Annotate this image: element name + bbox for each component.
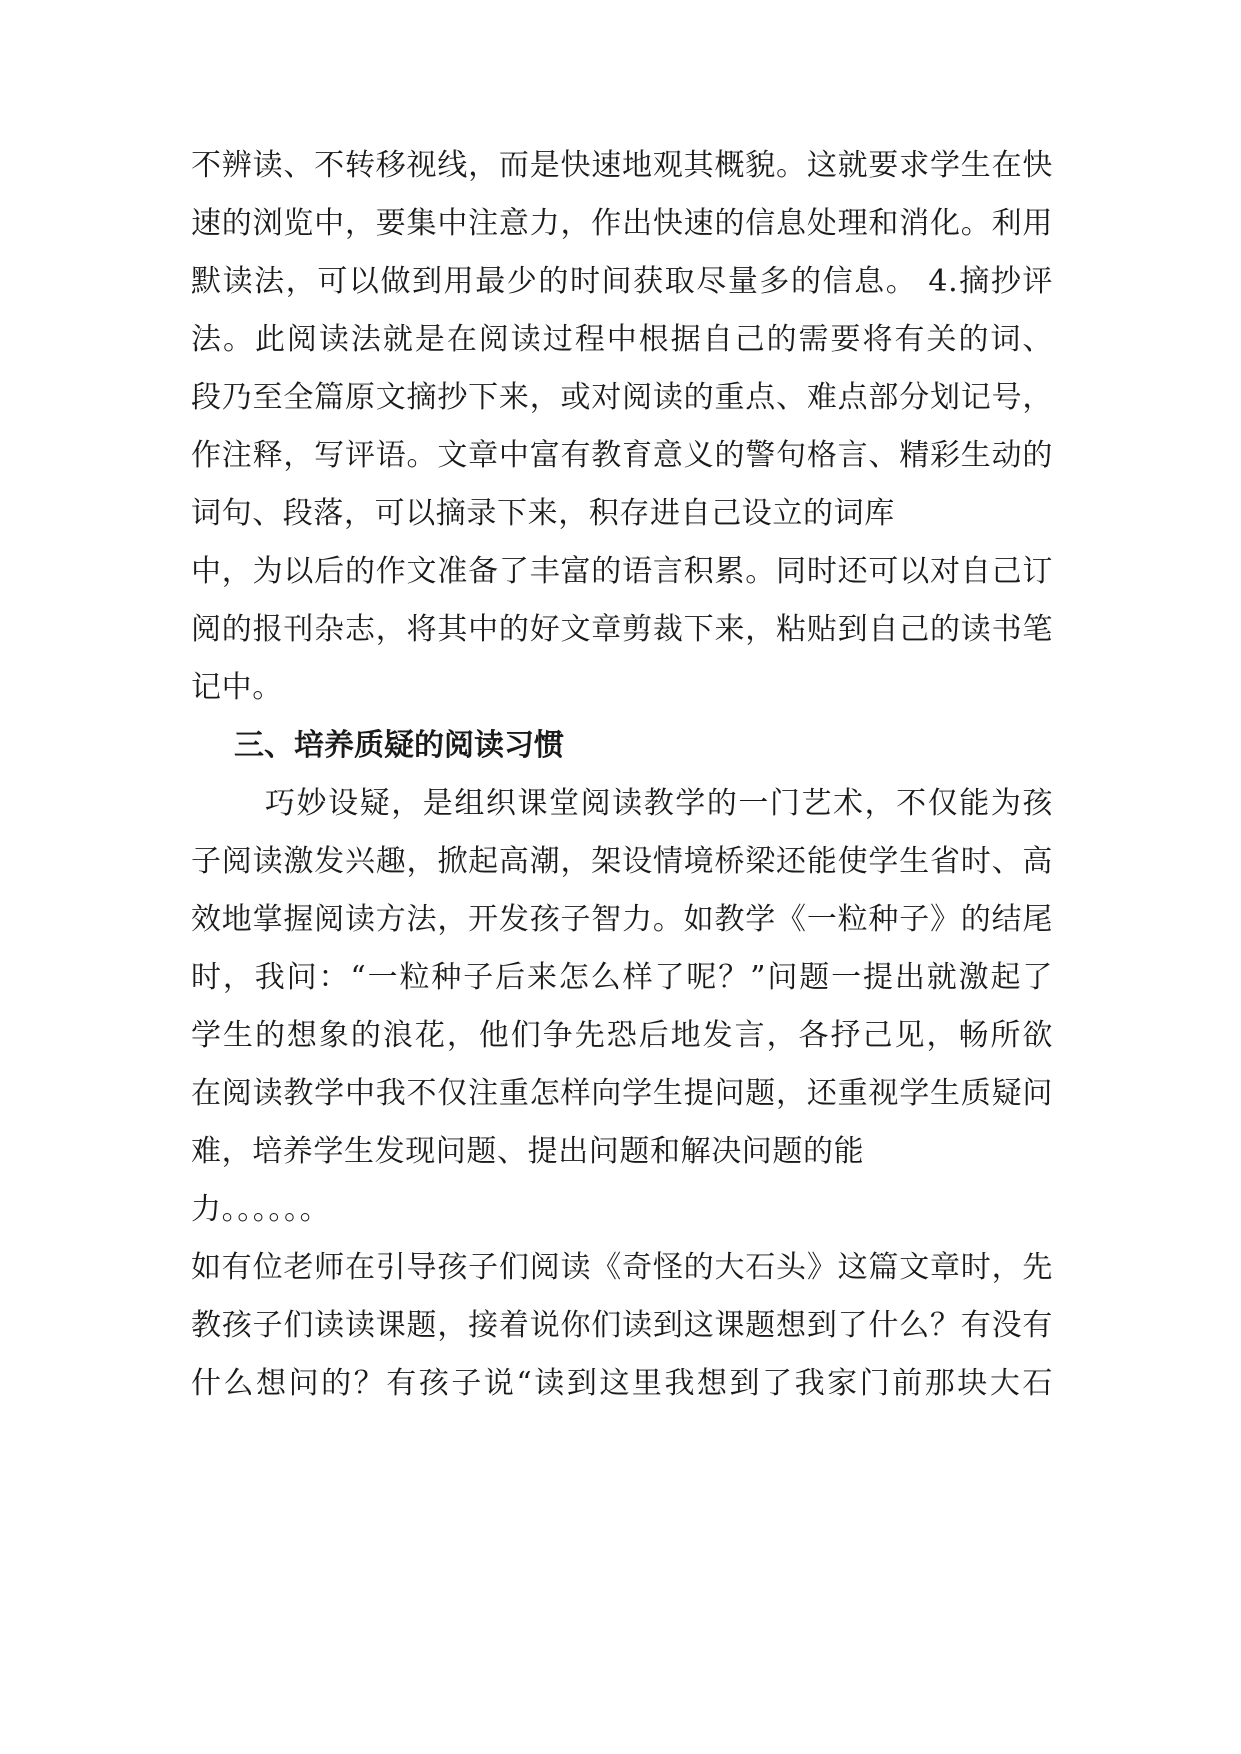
paragraph-line: 法。此阅读法就是在阅读过程中根据自己的需要将有关的词、 [191, 322, 1053, 357]
paragraph-line: 阅的报刊杂志，将其中的好文章剪裁下来，粘贴到自己的读书笔 [191, 612, 1053, 647]
paragraph-line: 不辨读、不转移视线，而是快速地观其概貌。这就要求学生在快 [191, 148, 1053, 183]
paragraph-line: 中，为以后的作文准备了丰富的语言积累。同时还可以对自己订 [191, 554, 1053, 589]
paragraph-line: 速的浏览中，要集中注意力，作出快速的信息处理和消化。利用 [191, 206, 1053, 241]
paragraph-line: 时，我问：“一粒种子后来怎么样了呢？”问题一提出就激起了 [191, 960, 1053, 995]
paragraph-line: 段乃至全篇原文摘抄下来，或对阅读的重点、难点部分划记号， [191, 380, 1053, 415]
paragraph-line: 学生的想象的浪花，他们争先恐后地发言，各抒己见，畅所欲 [191, 1018, 1053, 1053]
paragraph-line: 作注释，写评语。文章中富有教育意义的警句格言、精彩生动的 [191, 438, 1053, 473]
paragraph-line: 效地掌握阅读方法，开发孩子智力。如教学《一粒种子》的结尾 [191, 902, 1053, 937]
paragraph-line: 什么想问的？有孩子说“读到这里我想到了我家门前那块大石 [191, 1366, 1053, 1401]
paragraph-line: 在阅读教学中我不仅注重怎样向学生提问题，还重视学生质疑问 [191, 1076, 1053, 1111]
paragraph-line: 默读法，可以做到用最少的时间获取尽量多的信息。 4.摘抄评 [191, 264, 1053, 299]
paragraph-line: 词句、段落，可以摘录下来，积存进自己设立的词库 [191, 496, 895, 531]
paragraph-line: 记中。 [191, 670, 283, 705]
paragraph-line: 子阅读激发兴趣，掀起高潮，架设情境桥梁还能使学生省时、高 [191, 844, 1053, 879]
paragraph-line: 教孩子们读读课题，接着说你们读到这课题想到了什么？有没有 [191, 1308, 1053, 1343]
section-heading: 三、培养质疑的阅读习惯 [234, 728, 564, 763]
paragraph-line: 如有位老师在引导孩子们阅读《奇怪的大石头》这篇文章时，先 [191, 1250, 1053, 1285]
paragraph-line: 难，培养学生发现问题、提出问题和解决问题的能 [191, 1134, 865, 1169]
paragraph-line: 巧妙设疑，是组织课堂阅读教学的一门艺术，不仅能为孩 [265, 786, 1053, 821]
paragraph-line: 力。。。。。。 [191, 1192, 331, 1227]
